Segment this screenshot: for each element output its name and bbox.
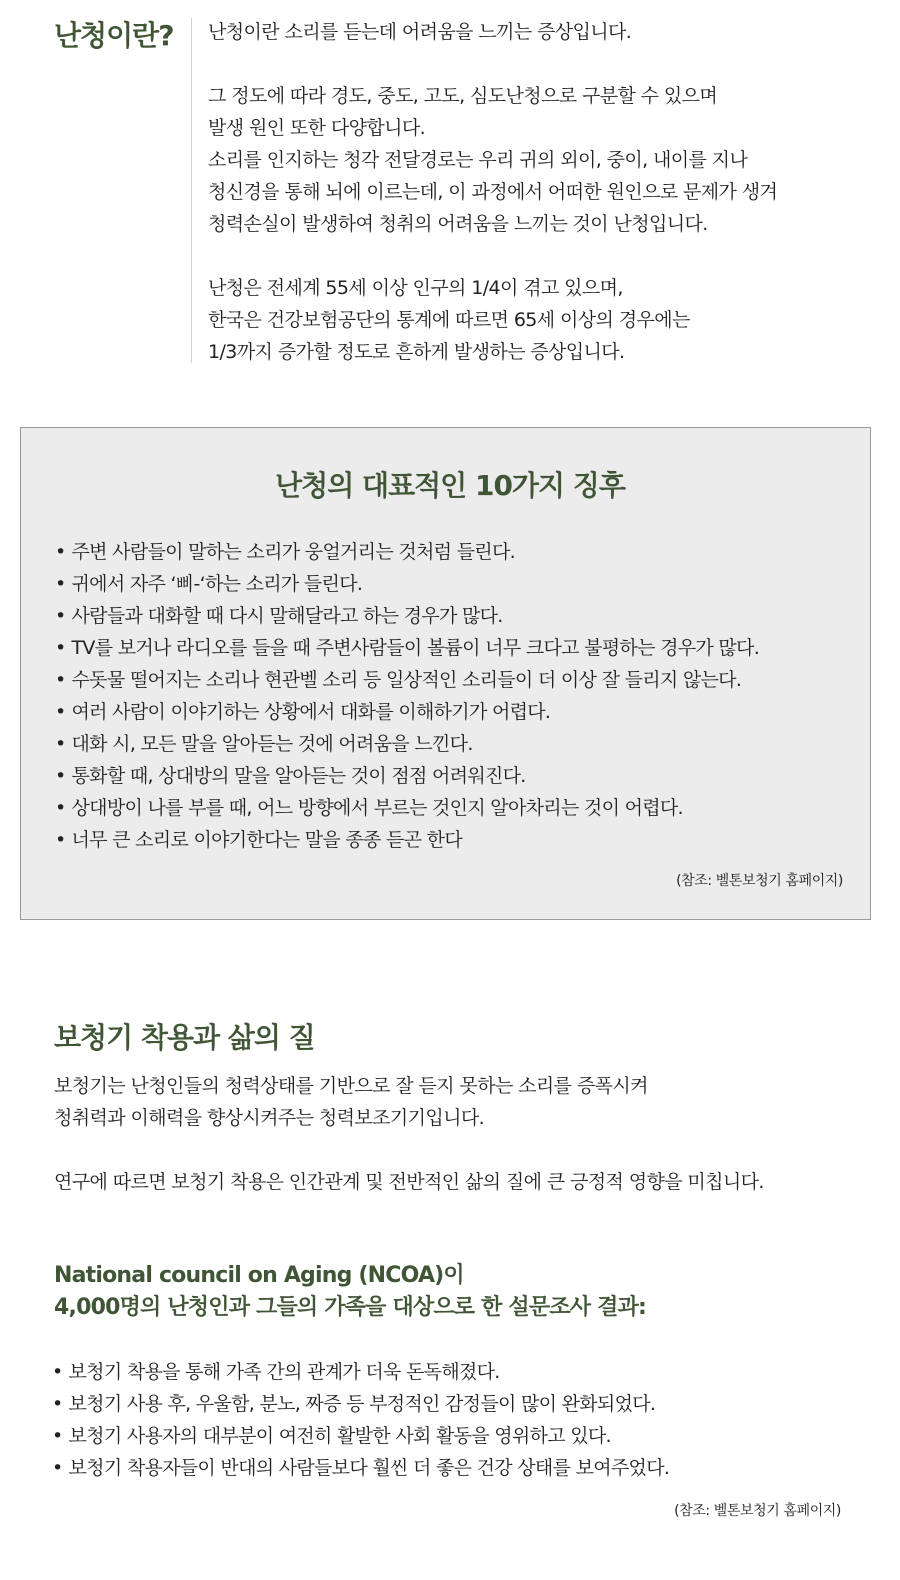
list-item-text: 사람들과 대화할 때 다시 말해달라고 하는 경우가 많다. (71, 605, 503, 627)
survey-heading-line: National council on Aging (NCOA)이 (54, 1263, 464, 1288)
bullet: • (55, 541, 66, 563)
bullet: • (55, 605, 66, 627)
bullet: • (55, 765, 66, 787)
list-item-text: 통화할 때, 상대방의 말을 알아듣는 것이 점점 어려워진다. (71, 765, 526, 787)
list-item (55, 760, 759, 792)
intro-paragraph-2 (208, 80, 888, 240)
list-item (55, 632, 759, 664)
text-line: 1/3까지 증가할 정도로 흔하게 발생하는 증상입니다. (208, 341, 625, 363)
list-item (55, 664, 759, 696)
list-item-text: 대화 시, 모든 말을 알아듣는 것에 어려움을 느낀다. (71, 733, 473, 755)
list-item-text: 수돗물 떨어지는 소리나 현관벨 소리 등 일상적인 소리들이 더 이상 잘 들리지 않는다. (71, 669, 742, 691)
list-item-text: TV를 보거나 라디오를 들을 때 주변사람들이 볼륨이 너무 크다고 불평하는 경우가 많다. (71, 637, 760, 659)
bullet: • (55, 829, 66, 851)
bullet: • (55, 573, 66, 595)
list-item (55, 536, 759, 568)
list-item (52, 1452, 669, 1484)
bullet: • (52, 1425, 63, 1447)
survey-source-note: (참조: 벨톤보청기 홈페이지) (674, 1503, 841, 1519)
text-line: 보청기는 난청인들의 청력상태를 기반으로 잘 듣지 못하는 소리를 증폭시켜 (54, 1075, 648, 1097)
text-line: 청력손실이 발생하여 청취의 어려움을 느끼는 것이 난청입니다. (208, 213, 708, 235)
list-item (52, 1388, 669, 1420)
intro-body (208, 16, 888, 400)
text-line: 청신경을 통해 뇌에 이르는데, 이 과정에서 어떠한 원인으로 문제가 생겨 (208, 181, 778, 203)
list-item-text: 보청기 사용자의 대부분이 여전히 활발한 사회 활동을 영위하고 있다. (68, 1425, 611, 1447)
list-item (55, 728, 759, 760)
text-line: 난청은 전세계 55세 이상 인구의 1/4이 겪고 있으며, (208, 277, 623, 299)
signs-source-note: (참조: 벨톤보청기 홈페이지) (676, 873, 843, 889)
list-item (55, 568, 759, 600)
signs-list (55, 536, 759, 856)
list-item-text: 상대방이 나를 부를 때, 어느 방향에서 부르는 것인지 알아차리는 것이 어렵다. (71, 797, 683, 819)
list-item (55, 792, 759, 824)
signs-title: 난청의 대표적인 10가지 징후 (275, 469, 625, 502)
survey-heading-line: 4,000명의 난청인과 그들의 가족을 대상으로 한 설문조사 결과: (54, 1295, 646, 1320)
list-item-text: 너무 큰 소리로 이야기한다는 말을 종종 듣곤 한다 (71, 829, 462, 851)
text-line: 그 정도에 따라 경도, 중도, 고도, 심도난청으로 구분할 수 있으며 (208, 85, 718, 107)
bullet: • (55, 637, 66, 659)
survey-list (52, 1356, 669, 1484)
quality-title: 보청기 착용과 삶의 질 (54, 1021, 315, 1054)
list-item (55, 696, 759, 728)
text-line: 청취력과 이해력을 향상시켜주는 청력보조기기입니다. (54, 1107, 485, 1129)
list-item-text: 보청기 착용자들이 반대의 사람들보다 훨씬 더 좋은 건강 상태를 보여주었다. (68, 1457, 670, 1479)
text-line: 발생 원인 또한 다양합니다. (208, 117, 426, 139)
vertical-divider (191, 18, 192, 363)
list-item (52, 1420, 669, 1452)
list-item (55, 824, 759, 856)
bullet: • (52, 1361, 63, 1383)
bullet: • (55, 797, 66, 819)
quality-body (54, 1070, 884, 1230)
bullet: • (55, 669, 66, 691)
intro-heading: 난청이란? (54, 19, 174, 52)
bullet: • (52, 1393, 63, 1415)
text-line: 한국은 건강보험공단의 통계에 따르면 65세 이상의 경우에는 (208, 309, 690, 331)
list-item (52, 1356, 669, 1388)
list-item (55, 600, 759, 632)
survey-heading (54, 1260, 646, 1324)
text-line: 소리를 인지하는 청각 전달경로는 우리 귀의 외이, 중이, 내이를 지나 (208, 149, 748, 171)
intro-paragraph-1 (208, 16, 888, 48)
text-line: 연구에 따르면 보청기 착용은 인간관계 및 전반적인 삶의 질에 큰 긍정적 영향을 미칩니다. (54, 1171, 764, 1193)
bullet: • (55, 701, 66, 723)
list-item-text: 보청기 착용을 통해 가족 간의 관계가 더욱 돈독해졌다. (68, 1361, 500, 1383)
text-line: 난청이란 소리를 듣는데 어려움을 느끼는 증상입니다. (208, 21, 632, 43)
list-item-text: 보청기 사용 후, 우울함, 분노, 짜증 등 부정적인 감정들이 많이 완화되었다. (68, 1393, 656, 1415)
bullet: • (52, 1457, 63, 1479)
intro-paragraph-3 (208, 272, 888, 368)
bullet: • (55, 733, 66, 755)
list-item-text: 여러 사람이 이야기하는 상황에서 대화를 이해하기가 어렵다. (71, 701, 551, 723)
list-item-text: 귀에서 자주 ‘삐-‘하는 소리가 들린다. (71, 573, 363, 595)
quality-paragraph-2 (54, 1166, 884, 1198)
quality-paragraph-1 (54, 1070, 884, 1134)
list-item-text: 주변 사람들이 말하는 소리가 웅얼거리는 것처럼 들린다. (71, 541, 515, 563)
